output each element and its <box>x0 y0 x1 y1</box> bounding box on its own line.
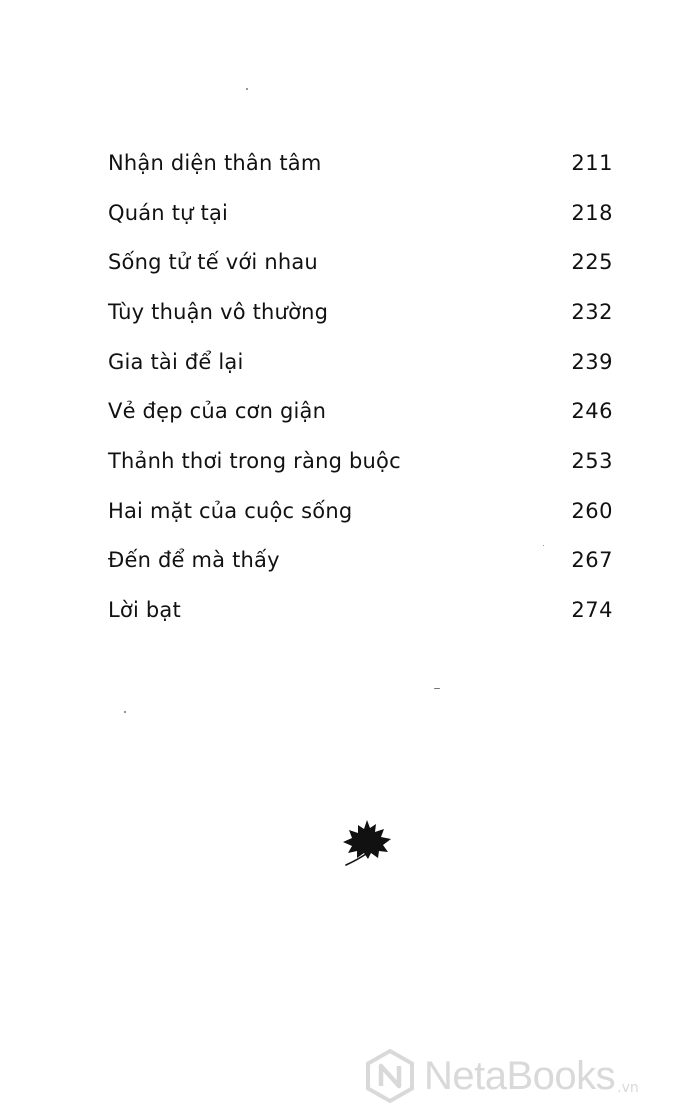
table-of-contents <box>108 138 613 635</box>
toc-entry-title: Nhận diện thân tâm <box>108 150 322 175</box>
toc-entry-title: Tùy thuận vô thường <box>108 299 329 324</box>
toc-entry-page: 211 <box>571 150 613 175</box>
scan-speck <box>434 688 440 689</box>
toc-entry-title: Đến để mà thấy <box>108 548 280 573</box>
toc-entry[interactable] <box>108 436 613 486</box>
toc-entry-page: 246 <box>571 399 613 424</box>
toc-entry-page: 253 <box>571 448 613 473</box>
toc-entry-page: 260 <box>571 498 613 523</box>
netabooks-logo-icon <box>362 1048 418 1104</box>
toc-entry-page: 274 <box>571 598 613 623</box>
watermark-brand: NetaBooks <box>424 1053 616 1098</box>
toc-entry-title: Thảnh thơi trong ràng buộc <box>108 448 401 473</box>
toc-entry-title: Vẻ đẹp của cơn giận <box>108 399 327 424</box>
toc-entry-title: Sống tử tế với nhau <box>108 250 318 275</box>
toc-entry-page: 267 <box>571 548 613 573</box>
maple-leaf-icon <box>337 818 395 868</box>
toc-entry-page: 225 <box>571 250 613 275</box>
watermark-suffix: .vn <box>617 1080 639 1096</box>
netabooks-watermark <box>362 1040 698 1112</box>
toc-entry-page: 239 <box>571 349 613 374</box>
toc-entry[interactable] <box>108 237 613 287</box>
toc-entry[interactable] <box>108 188 613 238</box>
toc-entry-title: Gia tài để lại <box>108 349 244 374</box>
scan-speck <box>124 711 126 713</box>
toc-entry[interactable] <box>108 386 613 436</box>
toc-entry-title: Quán tự tại <box>108 200 229 225</box>
toc-entry-page: 232 <box>571 299 613 324</box>
scan-speck <box>246 88 248 90</box>
toc-entry-page: 218 <box>571 200 613 225</box>
toc-entry[interactable] <box>108 287 613 337</box>
toc-entry[interactable] <box>108 337 613 387</box>
toc-entry-title: Lời bạt <box>108 598 181 623</box>
toc-entry[interactable] <box>108 585 613 635</box>
toc-entry-title: Hai mặt của cuộc sống <box>108 498 353 523</box>
toc-entry[interactable] <box>108 486 613 536</box>
toc-entry[interactable] <box>108 138 613 188</box>
toc-entry[interactable] <box>108 536 613 586</box>
